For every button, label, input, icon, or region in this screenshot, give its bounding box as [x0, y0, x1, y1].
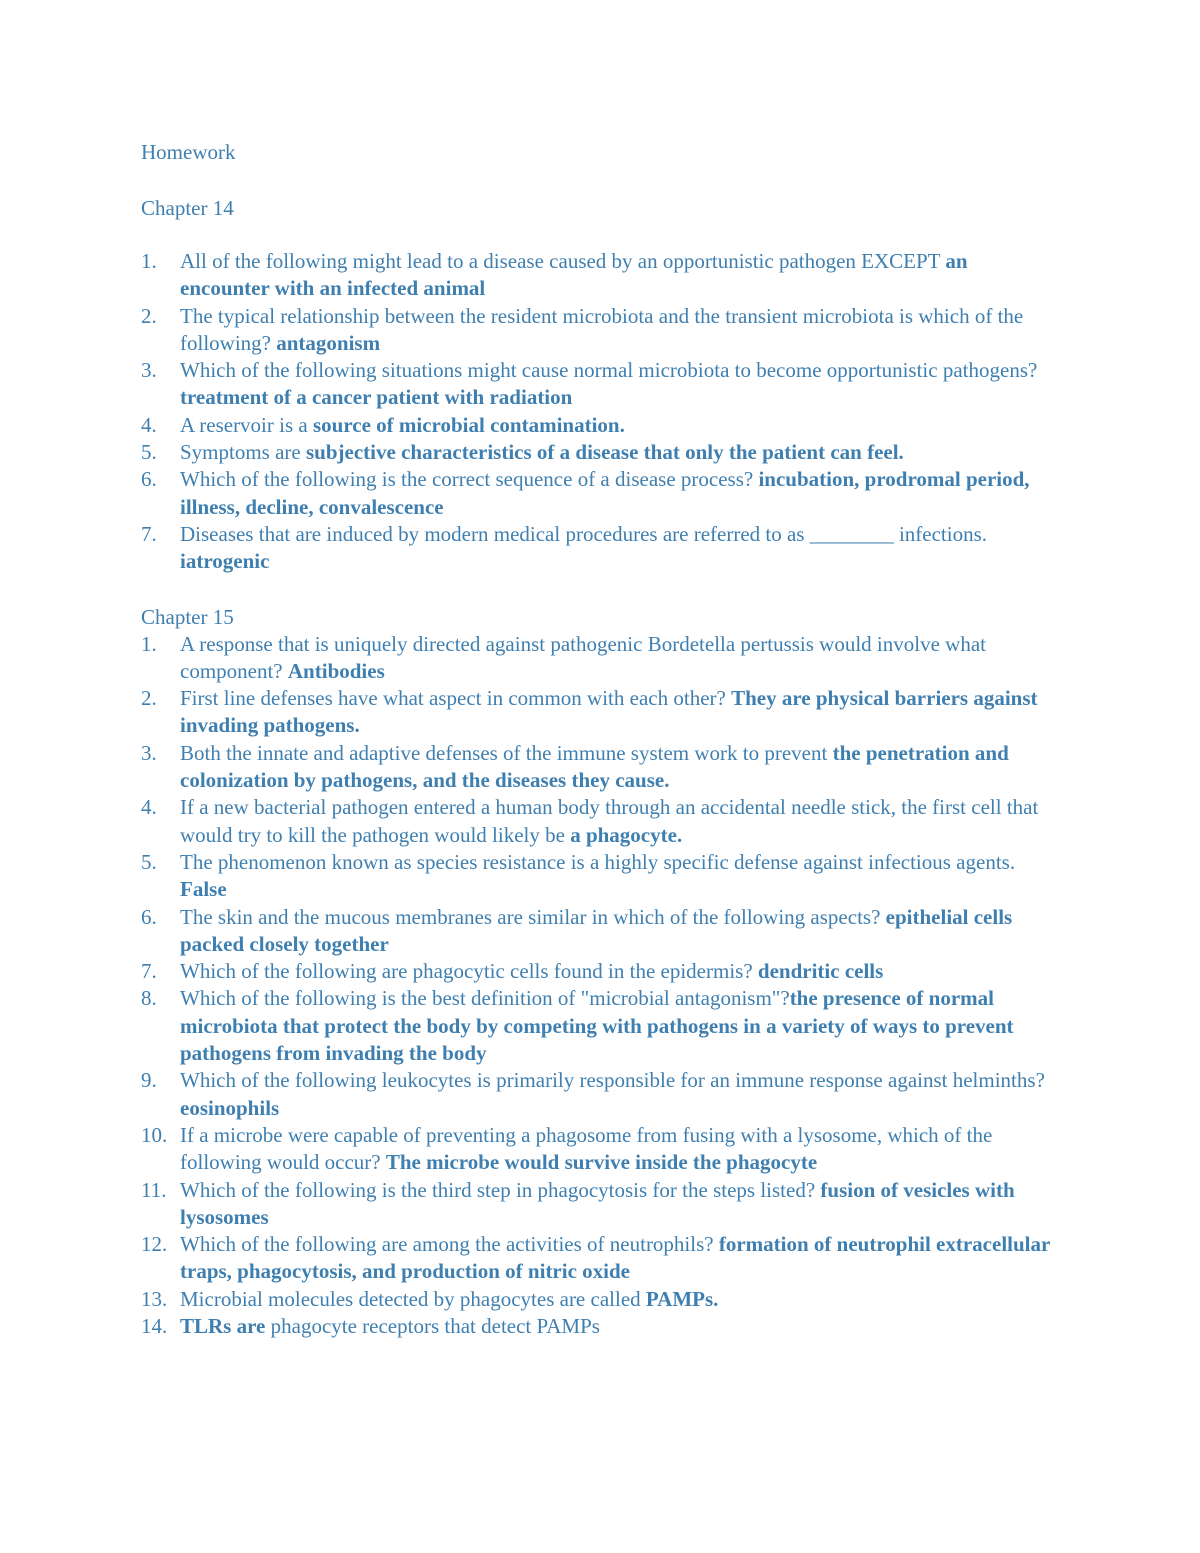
question-number: 1. — [141, 249, 157, 273]
list-item — [141, 412, 1061, 439]
list-item — [141, 1067, 1061, 1122]
answer-text: antagonism — [276, 330, 381, 355]
question-number: 4. — [141, 412, 157, 437]
chapter-heading: Chapter 14 — [141, 196, 234, 220]
question-number: 3. — [141, 358, 157, 383]
chapter-heading: Chapter 15 — [141, 604, 234, 629]
list-item — [141, 685, 1061, 740]
list-item — [141, 849, 1061, 904]
question-number: 4. — [141, 795, 157, 820]
list-item — [141, 958, 1061, 985]
answer-text: Antibodies — [287, 658, 385, 683]
list-item — [141, 357, 1061, 412]
document-title: Homework — [141, 140, 236, 164]
answer-text: incubation, prodromal period, illness, decline, convalescence — [180, 467, 1030, 519]
answer-text: an encounter with an infected animal — [180, 249, 968, 301]
answer-text: source of microbial contamination. — [312, 412, 625, 437]
answer-text: epithelial cells packed closely together — [180, 904, 1013, 956]
list-item — [141, 439, 1061, 466]
list-item — [141, 1122, 1061, 1177]
question-number: 6. — [141, 904, 157, 929]
question-text: A reservoir is a — [180, 412, 313, 437]
question-number: 2. — [141, 686, 157, 711]
question-number: 8. — [141, 986, 157, 1011]
answer-text: False — [180, 877, 227, 902]
list-item — [141, 904, 1061, 959]
list-item — [141, 248, 1061, 303]
question-text: Which of the following are phagocytic cells found in the epidermis? — [180, 959, 758, 984]
answer-text: PAMPs. — [645, 1286, 719, 1311]
question-text: Both the innate and adaptive defenses of the immune system work to prevent — [180, 740, 833, 765]
question-text-suffix: phagocyte receptors that detect PAMPs — [265, 1313, 600, 1338]
question-number: 5. — [141, 440, 157, 465]
question-number: 11. — [141, 1177, 167, 1202]
question-text: Microbial molecules detected by phagocytes are called — [180, 1286, 646, 1311]
question-number: 13. — [141, 1286, 168, 1311]
list-item — [141, 740, 1061, 795]
question-number: 2. — [141, 303, 157, 328]
answer-text: the presence of normal microbiota that protect the body by competing with pathogens in a variety of ways to prevent pathogens from invading the body — [180, 986, 1014, 1066]
question-text: If a new bacterial pathogen entered a human body through an accidental needle stick, the first cell that would try to kill the pathogen would likely be — [180, 795, 1039, 847]
question-text: All of the following might lead to a disease caused by an opportunistic pathogen EXCEPT — [180, 249, 946, 273]
question-text: Which of the following is the correct sequence of a disease process? — [180, 467, 759, 492]
question-number: 10. — [141, 1122, 168, 1147]
answer-text: formation of neutrophil extracellular traps, phagocytosis, and production of nitric oxide — [180, 1232, 1050, 1284]
list-item — [141, 303, 1061, 358]
list-item — [141, 985, 1061, 1067]
answer-text: fusion of vesicles with lysosomes — [180, 1177, 1015, 1229]
answer-text: They are physical barriers against invading pathogens. — [180, 686, 1038, 738]
answer-text: iatrogenic — [180, 549, 270, 574]
question-text: The skin and the mucous membranes are similar in which of the following aspects? — [180, 904, 886, 929]
question-number: 9. — [141, 1068, 157, 1093]
question-number: 14. — [141, 1313, 168, 1338]
answer-text: TLRs are — [180, 1313, 266, 1338]
question-text: Which of the following is the best definition of "microbial antagonism"? — [180, 986, 790, 1011]
question-text: The phenomenon known as species resistance is a highly specific defense against infectious agents. — [180, 849, 1016, 874]
question-text: Which of the following leukocytes is primarily responsible for an immune response against helminths? — [180, 1068, 1045, 1093]
answer-text: The microbe would survive inside the phagocyte — [385, 1150, 818, 1175]
question-text: Symptoms are — [180, 440, 306, 465]
question-text: Diseases that are induced by modern medical procedures are referred to as ________ infections. — [180, 521, 988, 546]
answer-text: the penetration and colonization by pathogens, and the diseases they cause. — [180, 740, 1009, 793]
answer-text: treatment of a cancer patient with radiation — [180, 385, 573, 410]
question-text: First line defenses have what aspect in common with each other? — [180, 686, 732, 711]
question-number: 7. — [141, 959, 157, 984]
answer-text: dendritic cells — [757, 959, 884, 984]
question-text: Which of the following are among the activities of neutrophils? — [180, 1232, 719, 1257]
answer-text: eosinophils — [180, 1095, 280, 1120]
question-number: 12. — [141, 1232, 168, 1257]
question-text: The typical relationship between the resident microbiota and the transient microbiota is which of the following? — [180, 303, 1024, 355]
question-list — [141, 631, 1061, 1341]
answer-text: a phagocyte. — [570, 822, 683, 847]
question-number: 6. — [141, 467, 157, 492]
answer-text: subjective characteristics of a disease that only the patient can feel. — [306, 440, 904, 465]
question-text: A response that is uniquely directed against pathogenic Bordetella pertussis would involve what component? — [180, 631, 986, 683]
list-item — [141, 1313, 1061, 1340]
list-item — [141, 794, 1061, 849]
list-item — [141, 1286, 1061, 1313]
question-text: Which of the following situations might cause normal microbiota to become opportunistic pathogens? — [180, 358, 1038, 383]
list-item — [141, 1231, 1061, 1286]
list-item — [141, 521, 1061, 576]
list-item — [141, 1177, 1061, 1232]
question-text: If a microbe were capable of preventing a phagosome from fusing with a lysosome, which of the following would occur? — [180, 1122, 993, 1175]
document-page — [141, 138, 1061, 1340]
question-number: 5. — [141, 849, 157, 874]
question-number: 7. — [141, 521, 157, 546]
question-list — [141, 248, 1061, 576]
question-number: 3. — [141, 740, 157, 765]
question-text: Which of the following is the third step in phagocytosis for the steps listed? — [180, 1177, 821, 1202]
question-number: 1. — [141, 631, 157, 656]
list-item — [141, 466, 1061, 521]
list-item — [141, 631, 1061, 686]
